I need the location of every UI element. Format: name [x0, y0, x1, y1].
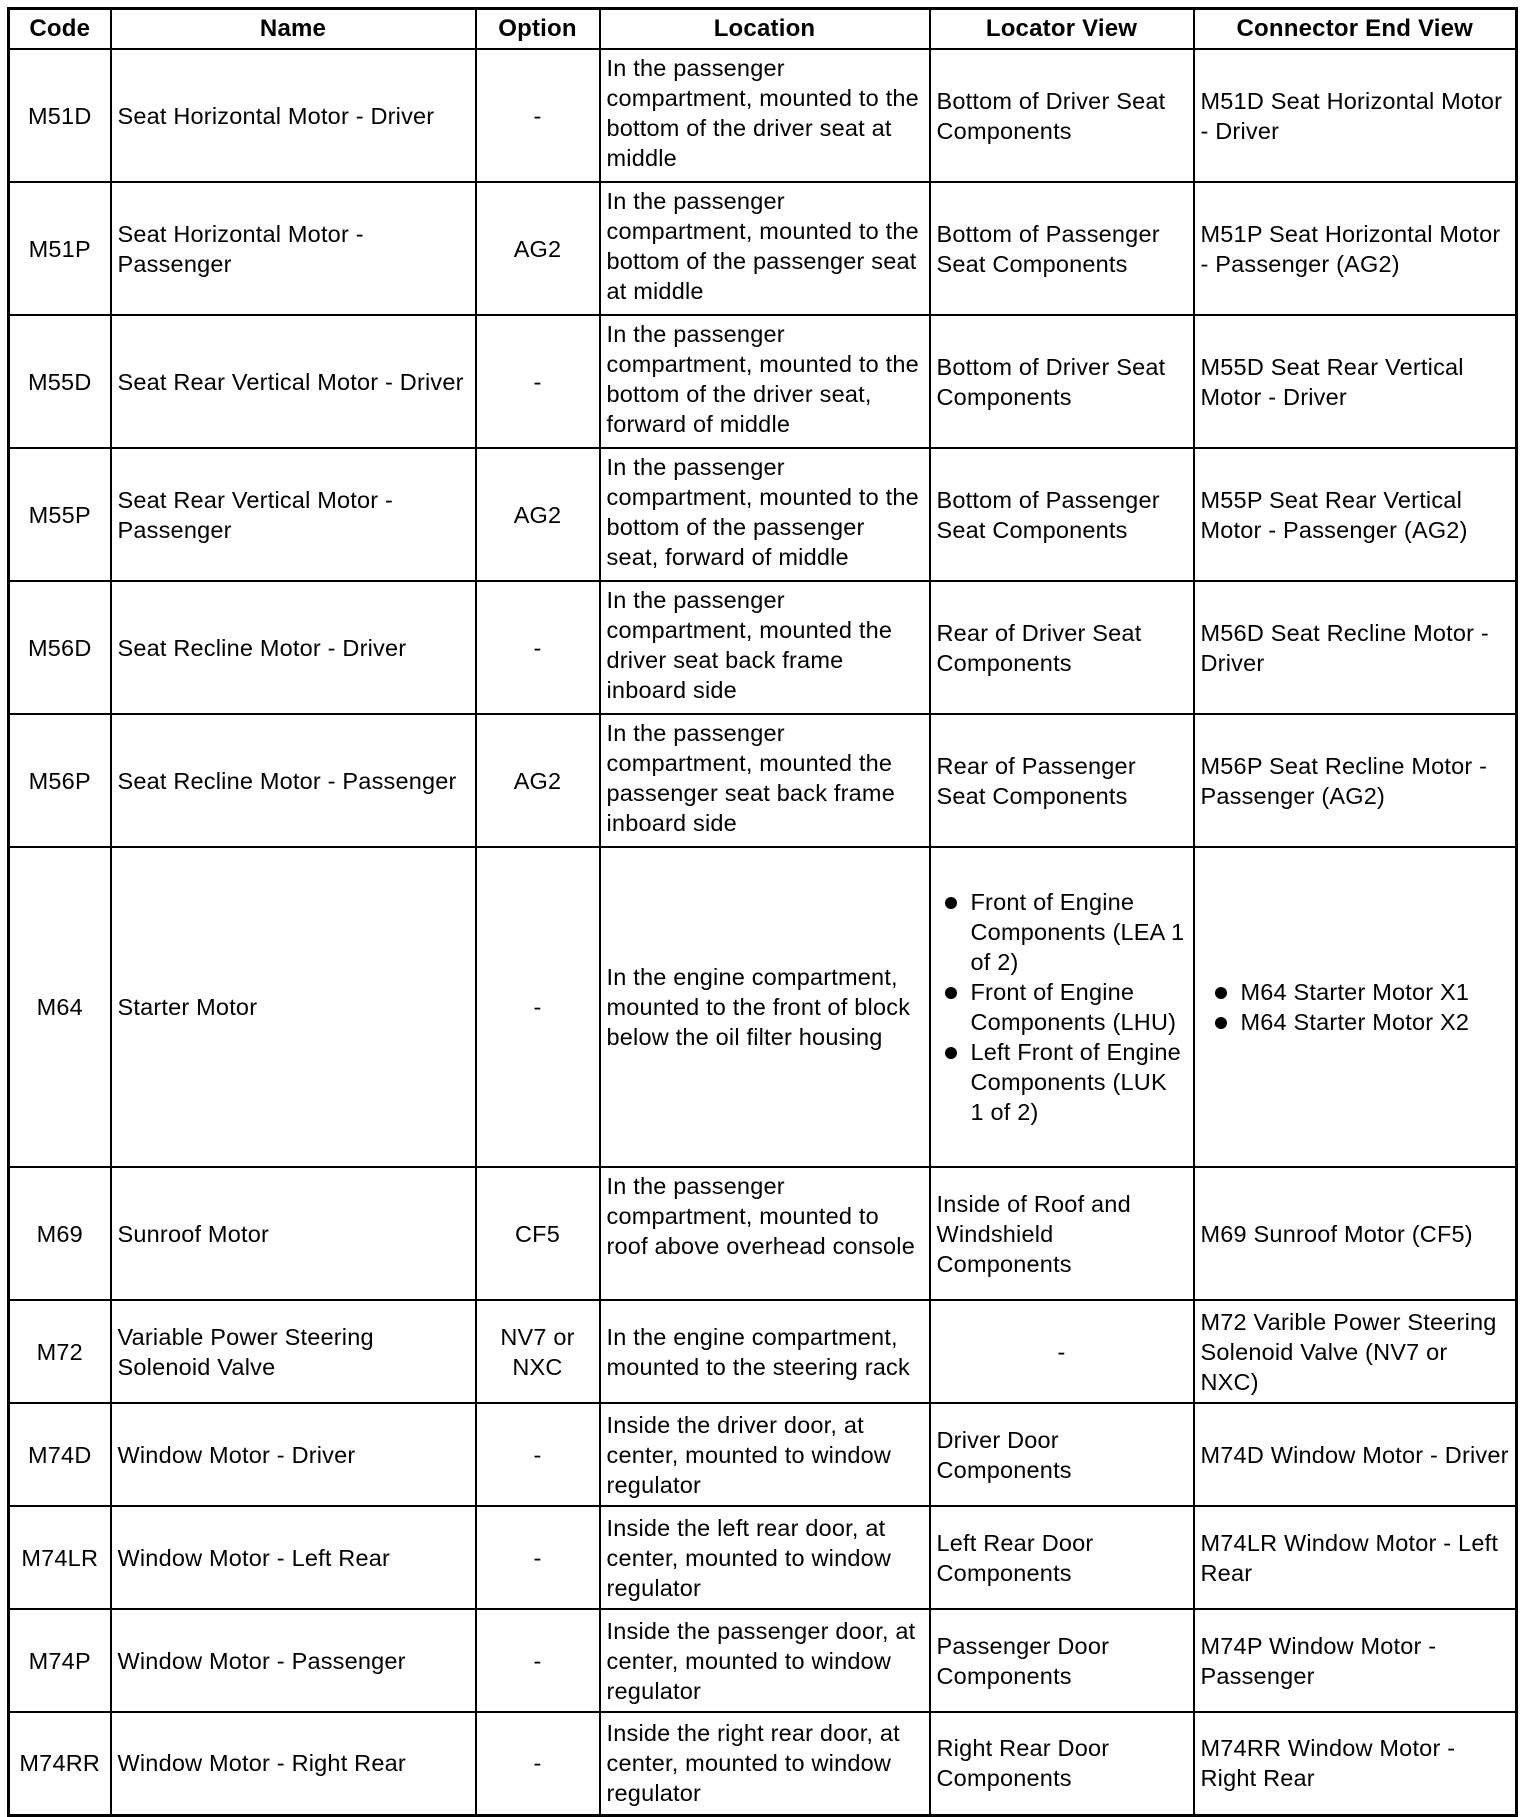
option-cell: -: [476, 581, 600, 714]
name-cell: Seat Rear Vertical Motor - Driver: [111, 315, 476, 448]
connector-end-view-cell: M72 Varible Power Steering Solenoid Valve (NV7 or NXC): [1194, 1300, 1517, 1403]
location-cell: In the engine compartment, mounted to the steering rack: [600, 1300, 930, 1403]
locator-view-cell: Bottom of Passenger Seat Components: [930, 448, 1194, 581]
header-option: Option: [476, 9, 600, 50]
connector-end-view-cell: M69 Sunroof Motor (CF5): [1194, 1167, 1517, 1300]
connector-end-view-cell: M51P Seat Horizontal Motor - Passenger (AG2): [1194, 182, 1517, 315]
locator-view-cell: Bottom of Driver Seat Components: [930, 315, 1194, 448]
option-cell: AG2: [476, 448, 600, 581]
code-cell: M56D: [9, 581, 111, 714]
code-cell: M74LR: [9, 1506, 111, 1609]
table-row: [9, 1609, 1517, 1712]
list-item: M64 Starter Motor X2: [1201, 1007, 1510, 1037]
name-cell: Sunroof Motor: [111, 1167, 476, 1300]
location-cell: In the passenger compartment, mounted to the bottom of the driver seat at middle: [600, 49, 930, 182]
connector-end-view-cell: M74RR Window Motor - Right Rear: [1194, 1712, 1517, 1815]
code-cell: M74D: [9, 1403, 111, 1506]
option-cell: -: [476, 315, 600, 448]
location-cell: In the passenger compartment, mounted to roof above overhead console: [600, 1167, 930, 1300]
locator-view-cell: Rear of Passenger Seat Components: [930, 714, 1194, 847]
name-cell: Window Motor - Passenger: [111, 1609, 476, 1712]
code-cell: M51P: [9, 182, 111, 315]
code-cell: M55P: [9, 448, 111, 581]
name-cell: Seat Recline Motor - Passenger: [111, 714, 476, 847]
name-cell: Starter Motor: [111, 847, 476, 1167]
table-row: [9, 1167, 1517, 1300]
connector-end-view-cell: M74LR Window Motor - Left Rear: [1194, 1506, 1517, 1609]
option-cell: AG2: [476, 714, 600, 847]
locator-view-cell: Bottom of Driver Seat Components: [930, 49, 1194, 182]
name-cell: Seat Rear Vertical Motor - Passenger: [111, 448, 476, 581]
list-item: M64 Starter Motor X1: [1201, 977, 1510, 1007]
table-header: [9, 9, 1517, 50]
table-row: [9, 1300, 1517, 1403]
location-cell: In the passenger compartment, mounted to the bottom of the passenger seat, forward of middle: [600, 448, 930, 581]
locator-view-cell: Passenger Door Components: [930, 1609, 1194, 1712]
code-cell: M64: [9, 847, 111, 1167]
code-cell: M69: [9, 1167, 111, 1300]
name-cell: Window Motor - Left Rear: [111, 1506, 476, 1609]
location-cell: Inside the passenger door, at center, mounted to window regulator: [600, 1609, 930, 1712]
code-cell: M74RR: [9, 1712, 111, 1815]
connector-end-view-cell: M51D Seat Horizontal Motor - Driver: [1194, 49, 1517, 182]
list-item: Left Front of Engine Components (LUK 1 of 2): [937, 1037, 1187, 1127]
code-cell: M55D: [9, 315, 111, 448]
connector-end-view-cell: M55D Seat Rear Vertical Motor - Driver: [1194, 315, 1517, 448]
option-cell: CF5: [476, 1167, 600, 1300]
list-item: Front of Engine Components (LEA 1 of 2): [937, 887, 1187, 977]
list-item: Front of Engine Components (LHU): [937, 977, 1187, 1037]
location-cell: In the passenger compartment, mounted the driver seat back frame inboard side: [600, 581, 930, 714]
locator-view-cell: [930, 847, 1194, 1167]
table-row: [9, 448, 1517, 581]
code-cell: M72: [9, 1300, 111, 1403]
location-cell: Inside the right rear door, at center, mounted to window regulator: [600, 1712, 930, 1815]
option-cell: AG2: [476, 182, 600, 315]
table-body: [9, 49, 1517, 1815]
table-row: [9, 1403, 1517, 1506]
locator-view-cell: Bottom of Passenger Seat Components: [930, 182, 1194, 315]
option-cell: -: [476, 847, 600, 1167]
header-location: Location: [600, 9, 930, 50]
table-row: [9, 1712, 1517, 1815]
table-row: [9, 1506, 1517, 1609]
locator-view-cell: Inside of Roof and Windshield Components: [930, 1167, 1194, 1300]
header-locator-view: Locator View: [930, 9, 1194, 50]
option-cell: -: [476, 1609, 600, 1712]
code-cell: M51D: [9, 49, 111, 182]
table-row: [9, 182, 1517, 315]
locator-view-cell: Driver Door Components: [930, 1403, 1194, 1506]
locator-view-cell: Left Rear Door Components: [930, 1506, 1194, 1609]
name-cell: Window Motor - Right Rear: [111, 1712, 476, 1815]
option-cell: NV7 or NXC: [476, 1300, 600, 1403]
option-cell: -: [476, 1403, 600, 1506]
location-cell: Inside the left rear door, at center, mounted to window regulator: [600, 1506, 930, 1609]
connector-end-view-cell: M74D Window Motor - Driver: [1194, 1403, 1517, 1506]
location-cell: In the passenger compartment, mounted the passenger seat back frame inboard side: [600, 714, 930, 847]
name-cell: Seat Horizontal Motor - Driver: [111, 49, 476, 182]
table-row: [9, 847, 1517, 1167]
locator-view-list: [937, 887, 1187, 1127]
connector-end-view-cell: M55P Seat Rear Vertical Motor - Passenger (AG2): [1194, 448, 1517, 581]
option-cell: -: [476, 1712, 600, 1815]
code-cell: M56P: [9, 714, 111, 847]
code-cell: M74P: [9, 1609, 111, 1712]
connector-end-view-cell: [1194, 847, 1517, 1167]
location-cell: Inside the driver door, at center, mounted to window regulator: [600, 1403, 930, 1506]
header-code: Code: [9, 9, 111, 50]
option-cell: -: [476, 49, 600, 182]
component-locator-table: [7, 7, 1518, 1817]
header-connector-end-view: Connector End View: [1194, 9, 1517, 50]
name-cell: Window Motor - Driver: [111, 1403, 476, 1506]
table-row: [9, 581, 1517, 714]
location-cell: In the engine compartment, mounted to the front of block below the oil filter housing: [600, 847, 930, 1167]
table-row: [9, 49, 1517, 182]
table-row: [9, 714, 1517, 847]
connector-end-view-list: [1201, 977, 1510, 1037]
name-cell: Seat Recline Motor - Driver: [111, 581, 476, 714]
locator-view-cell: -: [930, 1300, 1194, 1403]
location-cell: In the passenger compartment, mounted to the bottom of the driver seat, forward of middle: [600, 315, 930, 448]
name-cell: Variable Power Steering Solenoid Valve: [111, 1300, 476, 1403]
connector-end-view-cell: M56P Seat Recline Motor - Passenger (AG2): [1194, 714, 1517, 847]
header-name: Name: [111, 9, 476, 50]
locator-view-cell: Right Rear Door Components: [930, 1712, 1194, 1815]
header-row: [9, 9, 1517, 50]
connector-end-view-cell: M74P Window Motor - Passenger: [1194, 1609, 1517, 1712]
connector-end-view-cell: M56D Seat Recline Motor - Driver: [1194, 581, 1517, 714]
locator-view-cell: Rear of Driver Seat Components: [930, 581, 1194, 714]
name-cell: Seat Horizontal Motor - Passenger: [111, 182, 476, 315]
table-row: [9, 315, 1517, 448]
option-cell: -: [476, 1506, 600, 1609]
location-cell: In the passenger compartment, mounted to the bottom of the passenger seat at middle: [600, 182, 930, 315]
